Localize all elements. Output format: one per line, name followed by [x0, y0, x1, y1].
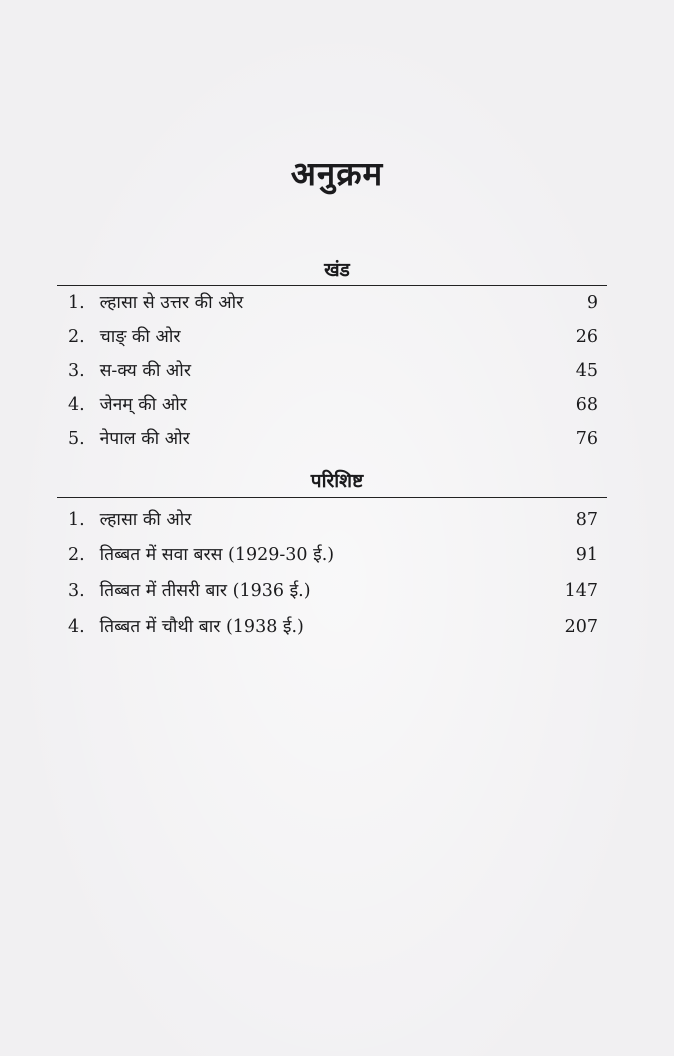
entry-title: चाङ् की ओर — [99, 327, 181, 347]
entry-page-number: 207 — [564, 617, 598, 637]
toc-entry — [68, 540, 598, 570]
entry-page-number: 45 — [575, 361, 598, 381]
page-title: अनुक्रम — [290, 154, 384, 193]
entry-title: तिब्बत में तीसरी बार (1936 ई.) — [99, 581, 311, 601]
toc-entry — [68, 612, 598, 642]
entry-title: स-क्य की ओर — [99, 361, 191, 381]
entry-number: 3. — [68, 581, 85, 601]
toc-entry — [68, 424, 598, 454]
toc-entry — [68, 322, 598, 352]
toc-entry — [68, 390, 598, 420]
entry-page-number: 76 — [575, 429, 598, 449]
entry-number: 1. — [68, 293, 85, 313]
entry-number: 3. — [68, 361, 85, 381]
entry-title: तिब्बत में चौथी बार (1938 ई.) — [99, 617, 304, 637]
section-divider — [57, 285, 607, 286]
section-heading-parishisht: परिशिष्ट — [310, 470, 364, 492]
entry-title: नेपाल की ओर — [99, 429, 190, 449]
entry-number: 4. — [68, 617, 85, 637]
entry-title: जेनम् की ओर — [99, 395, 187, 415]
toc-entry — [68, 288, 598, 318]
entry-number: 2. — [68, 545, 85, 565]
entry-page-number: 147 — [564, 581, 598, 601]
toc-entry — [68, 356, 598, 386]
entry-page-number: 9 — [586, 293, 598, 313]
entry-number: 2. — [68, 327, 85, 347]
entry-number: 5. — [68, 429, 85, 449]
entry-page-number: 87 — [575, 510, 598, 530]
entry-title: तिब्बत में सवा बरस (1929-30 ई.) — [99, 545, 335, 565]
section-divider — [57, 497, 607, 498]
toc-entry — [68, 505, 598, 535]
entry-number: 4. — [68, 395, 85, 415]
entry-title: ल्हासा से उत्तर की ओर — [99, 293, 244, 313]
entry-page-number: 91 — [575, 545, 598, 565]
entry-number: 1. — [68, 510, 85, 530]
toc-entry — [68, 576, 598, 606]
section-heading-khand: खंड — [324, 259, 350, 281]
entry-title: ल्हासा की ओर — [99, 510, 192, 530]
entry-page-number: 26 — [575, 327, 598, 347]
entry-page-number: 68 — [575, 395, 598, 415]
